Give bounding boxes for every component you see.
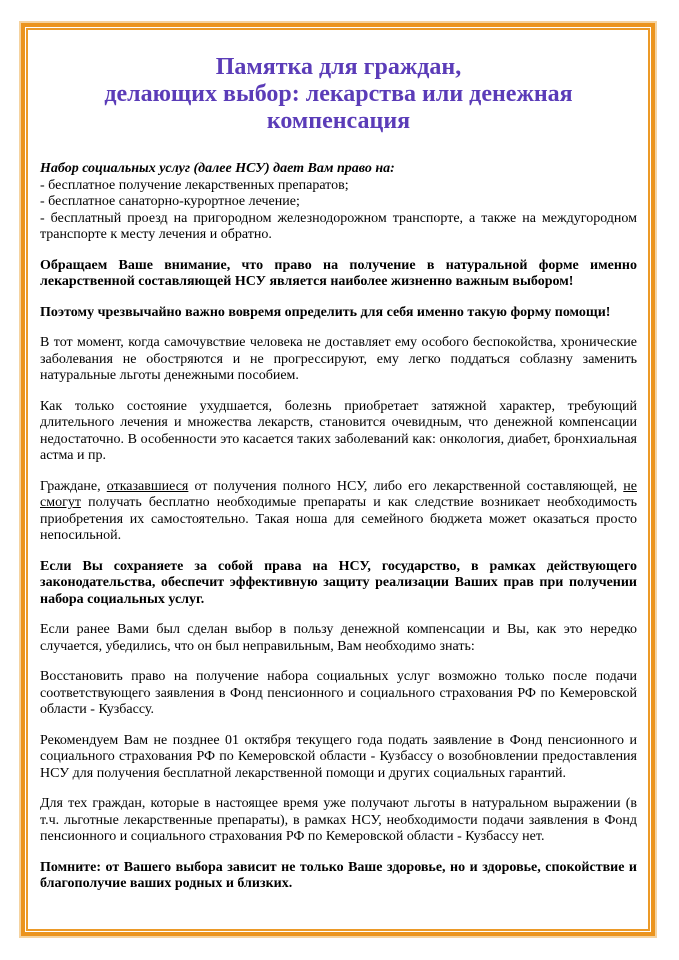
paragraph <box>40 796 637 846</box>
underlined-text: отказавшиеся <box>106 478 189 494</box>
paragraph <box>40 399 637 465</box>
paragraph <box>40 258 637 291</box>
text-run: - бесплатный проезд на пригородном железнодорожном транспорте, а также на междугородном транспорте к месту лечения и обратно. <box>40 210 637 242</box>
paragraph <box>40 559 637 609</box>
paragraph <box>40 335 637 385</box>
text-run: Рекомендуем Вам не позднее 01 октября текущего года подать заявление в Фонд пенсионного и социального страхования РФ по Кемеровской области - Кузбассу о возобновлении предоставления НСУ для получения бесплатной лекарственной помощи и других социальных гарантий. <box>40 732 637 781</box>
text-run: получать бесплатно необходимые препараты и как следствие возникает необходимость приобретения их самостоятельно. Такая ноша для семейного бюджета может оказаться просто непосильной. <box>40 495 637 543</box>
paragraph <box>40 178 637 195</box>
paragraph <box>40 211 637 244</box>
page-border-inner-line <box>26 28 650 931</box>
text-run: В тот момент, когда самочувствие человека не доставляет ему особого беспокойства, хронические заболевания не обостряются и не прогрессируют, ему легко поддаться соблазну заменить натуральные льготы денежными пособием. <box>40 335 637 383</box>
text-run: Для тех граждан, которые в настоящее время уже получают льготы в натуральном выражении (в т.ч. льготные лекарственные препараты), в рамках НСУ, необходимости подачи заявления в Фонд пенсионного и социального страхования РФ по Кемеровской области - Кузбассу нет. <box>40 796 637 844</box>
paragraph <box>40 733 637 783</box>
title-line-1: Памятка для граждан, <box>215 54 462 80</box>
title-line-2: делающих выбор: лекарства или денежная <box>104 81 573 107</box>
text-run: Если ранее Вами был сделан выбор в пользу денежной компенсации и Вы, как это нередко случается, убедились, что он был неправильным, Вам необходимо знать: <box>40 622 637 654</box>
document-title <box>40 54 637 135</box>
page-border-frame <box>19 21 657 938</box>
title-line-3: компенсация <box>266 108 411 134</box>
paragraph <box>40 622 637 655</box>
text-run: Если Вы сохраняете за собой права на НСУ, государство, в рамках действующего законодательства, обеспечит эффективную защиту реализации Ваших прав при получении набора социальных услуг. <box>40 558 637 607</box>
page-border-band <box>21 23 655 936</box>
text-run: - бесплатное санаторно-курортное лечение; <box>40 194 300 209</box>
text-run: - бесплатное получение лекарственных препаратов; <box>40 177 349 193</box>
underlined-text: не смогут <box>40 478 637 510</box>
paragraph <box>40 669 637 719</box>
text-run: Как только состояние ухудшается, болезнь приобретает затяжной характер, требующий длительного лечения и множества лекарств, становится очевидным, что денежной компенсации недостаточно. В особенности это касается таких заболеваний как: онкология, диабет, бронхиальная астма и пр. <box>40 398 637 463</box>
text-run: Восстановить право на получение набора социальных услуг возможно только после подачи соответствующего заявления в Фонд пенсионного и социального страхования РФ по Кемеровской области - Кузбассу. <box>40 669 637 717</box>
text-run: Граждане, <box>40 478 107 494</box>
paragraph <box>40 161 637 178</box>
document-body <box>40 161 637 893</box>
text-run: Помните: от Вашего выбора зависит не только Ваше здоровье, но и здоровье, спокойствие и благополучие ваших родных и близких. <box>40 859 637 891</box>
paragraph <box>40 479 637 545</box>
paragraph <box>40 194 637 211</box>
document-content <box>28 30 648 929</box>
text-run: от получения полного НСУ, либо его лекарственной составляющей, <box>188 478 624 494</box>
text-run: Набор социальных услуг (далее НСУ) дает Вам право на: <box>40 161 395 176</box>
paragraph <box>40 305 637 322</box>
paragraph <box>40 860 637 893</box>
text-run: Поэтому чрезвычайно важно вовремя определить для себя именно такую форму помощи! <box>40 304 611 320</box>
text-run: Обращаем Ваше внимание, что право на получение в натуральной форме именно лекарственной составляющей НСУ является наиболее жизненно важным выбором! <box>40 257 637 289</box>
